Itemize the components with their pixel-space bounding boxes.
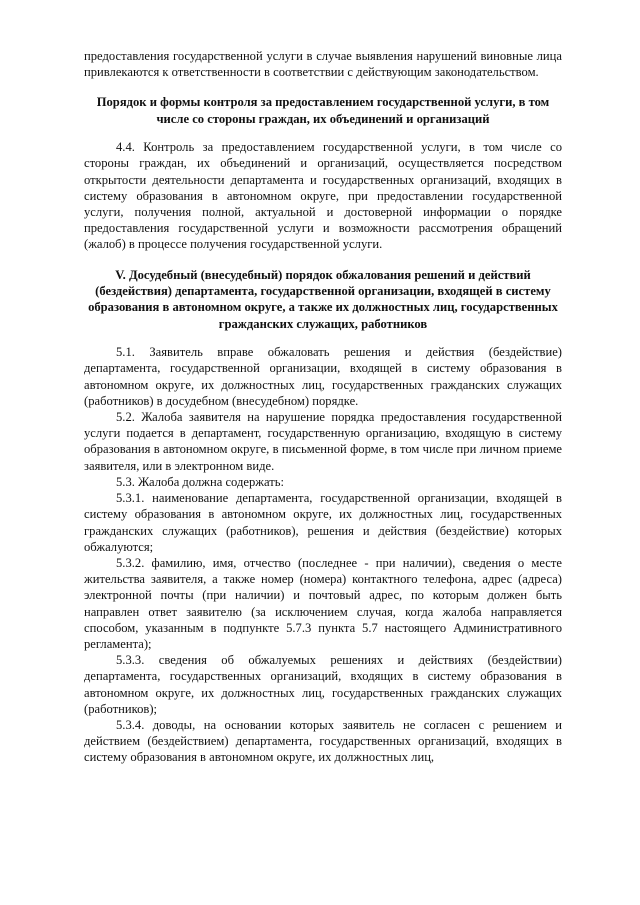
paragraph-5-3: 5.3. Жалоба должна содержать: [116, 474, 284, 489]
paragraph-5-3-3: 5.3.3. сведения об обжалуемых решениях и действиях (бездействии) департамента, государственных организаций, входящих в систему образования в автономном округе, их должностных лиц, государственных гражданских служащих (работников); [84, 653, 562, 716]
paragraph-5-2: 5.2. Жалоба заявителя на нарушение порядка предоставления государственной услуги подается в департамент, государственную организацию, входящую в систему образования в автономном округе, в письменной форме, в том числе при личном приеме заявителя, или в электронном виде. [84, 410, 562, 473]
paragraph-5-3-4: 5.3.4. доводы, на основании которых заявитель не согласен с решением и действием (бездействием) департамента, государственных организаций, входящих в систему образования в автономном округе, их должностных лиц, [84, 717, 562, 765]
paragraph-5-3-2: 5.3.2. фамилию, имя, отчество (последнее - при наличии), сведения о месте жительства заявителя, а также номер (номера) контактного телефона, адрес (адреса) электронной почты (при наличии) и почтовый адрес, по которым должен быть направлен ответ заявителю (за исключением случая, когда жалоба направляется способом, указанным в подпункте 5.7.3 пункта 5.7 настоящего Административного регламента); [84, 555, 562, 651]
section-heading-control: Порядок и формы контроля за предоставлением государственной услуги, в том числе со стороны граждан, их объединений и организаций [96, 95, 550, 126]
section-heading-v: V. Досудебный (внесудебный) порядок обжалования решений и действий (бездействия) департамента, государственной организации, входящей в систему образования в автономном округе, а также их должностных лиц, государственных гражданских служащих, работников [88, 267, 558, 331]
paragraph-4-4: 4.4. Контроль за предоставлением государственной услуги, в том числе со стороны граждан, их объединений и организаций, осуществляется посредством открытости деятельности департамента и государственных организаций, входящих в систему образования в автономном округе, при предоставлении государственной услуги, получения полной, актуальной и достоверной информации о порядке предоставления государственной услуги и возможности рассмотрения обращений (жалоб) в процессе получения государственной услуги. [84, 140, 562, 252]
paragraph-5-1: 5.1. Заявитель вправе обжаловать решения и действия (бездействие) департамента, государственной организации, входящей в систему образования в автономном округе, их должностных лиц, государственных гражданских служащих (работников) в досудебном (внесудебном) порядке. [84, 345, 562, 408]
document-page [84, 48, 562, 766]
paragraph-intro: предоставления государственной услуги в случае выявления нарушений виновные лица привлекаются к ответственности в соответствии с действующим законодательством. [84, 49, 562, 80]
paragraph-5-3-1: 5.3.1. наименование департамента, государственной организации, входящей в систему образования в автономном округе, их должностных лиц, государственных гражданских служащих (работников), решения и действия (бездействие) которых обжалуются; [84, 491, 562, 554]
